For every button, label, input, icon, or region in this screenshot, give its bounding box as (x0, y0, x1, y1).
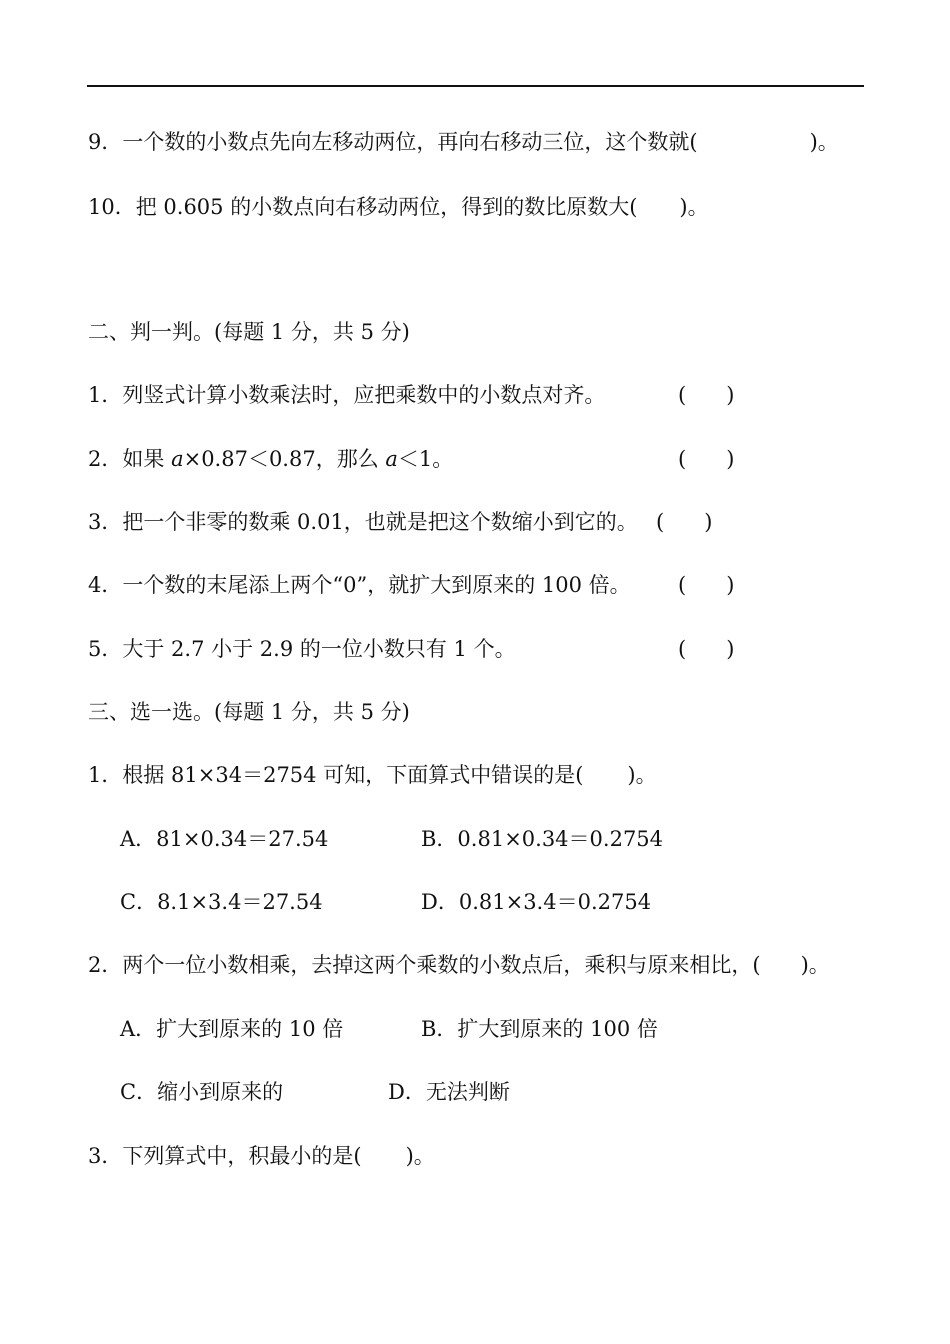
option-b[interactable]: B．0.81×0.34＝0.2754 (421, 827, 664, 851)
choice-question-3 (88, 1142, 435, 1170)
section-heading-choose: 三、选一选。(每题 1 分，共 5 分) (88, 700, 410, 724)
option-c[interactable]: C．8.1×3.4＝27.54 (120, 890, 323, 914)
item-text: 把一个非零的数乘 0.01，也就是把这个数缩小到它的。 (122, 510, 638, 534)
question-number: 9． (88, 130, 123, 154)
judge-item-4 (88, 571, 768, 599)
question-text: 根据 81×34＝2754 可知，下面算式中错误的是( (122, 763, 584, 787)
option-d[interactable]: D．无法判断 (388, 1080, 510, 1104)
answer-paren[interactable]: ( ) (678, 637, 735, 661)
item-number: 5． (88, 637, 123, 661)
judge-item-3 (88, 508, 768, 536)
top-rule (87, 85, 864, 87)
item-number: 4． (88, 573, 123, 597)
variable-a: a (385, 447, 398, 471)
question-number: 10． (88, 195, 136, 219)
variable-a: a (171, 447, 184, 471)
option-d[interactable]: D．0.81×3.4＝0.2754 (421, 890, 652, 914)
item-number: 3． (88, 510, 123, 534)
question-close: )。 (405, 1144, 435, 1168)
item-text: 列竖式计算小数乘法时，应把乘数中的小数点对齐。 (122, 383, 606, 407)
judge-item-2 (88, 445, 768, 473)
question-close: )。 (627, 763, 657, 787)
choice-question-2 (88, 951, 830, 979)
item-number: 2． (88, 447, 123, 471)
judge-item-1 (88, 381, 768, 409)
answer-paren[interactable]: ( ) (678, 383, 735, 407)
option-a[interactable]: A．81×0.34＝27.54 (120, 827, 329, 851)
item-text: 一个数的末尾添上两个“0”，就扩大到原来的 100 倍。 (122, 573, 631, 597)
question-text: 两个一位小数相乘，去掉这两个乘数的小数点后，乘积与原来相比，( (122, 953, 761, 977)
option-a[interactable]: A．扩大到原来的 10 倍 (120, 1017, 344, 1041)
question-text: 一个数的小数点先向左移动两位，再向右移动三位，这个数就( (122, 130, 698, 154)
item-text-mid: ×0.87＜0.87，那么 (183, 447, 386, 471)
judge-item-5 (88, 635, 768, 663)
option-c[interactable]: C．缩小到原来的 (120, 1080, 284, 1104)
option-b[interactable]: B．扩大到原来的 100 倍 (421, 1017, 658, 1041)
question-close: )。 (800, 953, 830, 977)
question-text: 把 0.605 的小数点向右移动两位，得到的数比原数大( (135, 195, 638, 219)
question-9 (88, 128, 839, 156)
answer-paren[interactable]: ( ) (678, 573, 735, 597)
item-text: 大于 2.7 小于 2.9 的一位小数只有 1 个。 (122, 637, 516, 661)
answer-paren[interactable]: ( ) (656, 510, 713, 534)
item-number: 1． (88, 383, 123, 407)
question-close: )。 (809, 130, 839, 154)
question-close: )。 (679, 195, 709, 219)
answer-paren[interactable]: ( ) (678, 447, 735, 471)
item-text-pre: 如果 (122, 447, 172, 471)
question-number: 3． (88, 1144, 123, 1168)
section-heading-judge: 二、判一判。(每题 1 分，共 5 分) (88, 320, 410, 344)
question-number: 1． (88, 763, 123, 787)
choice-question-1 (88, 761, 657, 789)
question-number: 2． (88, 953, 123, 977)
question-text: 下列算式中，积最小的是( (122, 1144, 362, 1168)
question-10 (88, 193, 709, 221)
item-text-post: ＜1。 (397, 447, 454, 471)
